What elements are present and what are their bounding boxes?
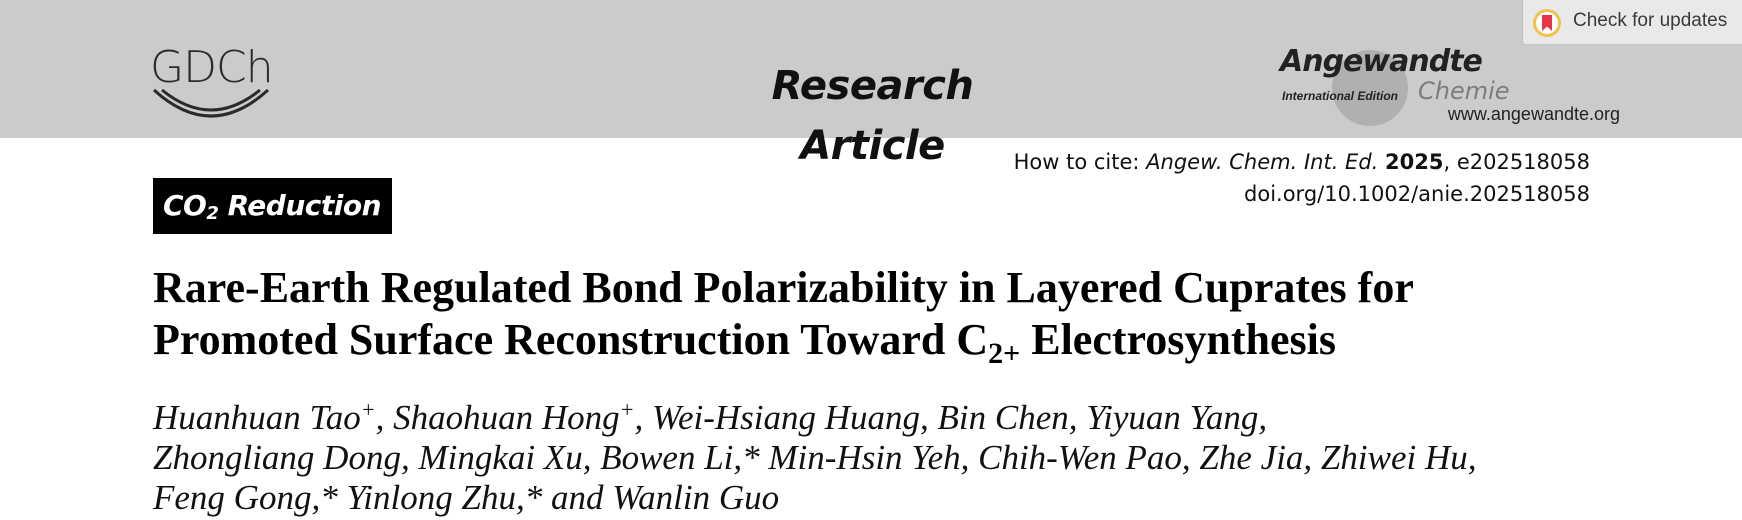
gdch-logo xyxy=(150,42,273,118)
title-line-1: Rare-Earth Regulated Bond Polarizability in Layered Cuprates for xyxy=(153,263,1414,312)
section-label-pre: CO xyxy=(163,189,207,222)
author-list xyxy=(153,398,1603,518)
author-1-mark: + xyxy=(360,397,376,422)
title-line-2-post: Electrosynthesis xyxy=(1020,315,1336,364)
author-2: Shaohuan Hong xyxy=(393,398,620,437)
article-title xyxy=(153,262,1603,370)
bookmark-ribbon-icon xyxy=(1531,7,1563,44)
author-1: Huanhuan Tao xyxy=(153,398,361,437)
section-label-sub: 2 xyxy=(206,203,219,224)
author-line-2: Zhongliang Dong, Mingkai Xu, Bowen Li,* Min-Hsin Yeh, Chih-Wen Pao, Zhe Jia, Zhiwei Hu, xyxy=(153,438,1477,477)
angewandte-logo-title: Angewandte xyxy=(1280,44,1482,79)
section-label-post: Reduction xyxy=(218,189,382,222)
gdch-arc-icon xyxy=(152,86,270,120)
cite-article-id: , e202518058 xyxy=(1443,150,1590,174)
cite-year: 2025 xyxy=(1385,150,1444,174)
angewandte-logo-edition: International Edition xyxy=(1282,89,1398,103)
title-line-2-sub: 2+ xyxy=(988,337,1021,370)
check-for-updates-label: Check for updates xyxy=(1573,10,1728,31)
doi-link[interactable]: doi.org/10.1002/anie.202518058 xyxy=(1244,182,1590,206)
cite-prefix: How to cite: xyxy=(1013,150,1147,174)
section-badge xyxy=(153,178,392,234)
author-line-3: Feng Gong,* Yinlong Zhu,* and Wanlin Guo xyxy=(153,478,780,517)
article-type-heading: Research Article xyxy=(771,63,974,169)
author-2-mark: + xyxy=(619,397,635,422)
citation-block xyxy=(900,146,1590,210)
how-to-cite-line xyxy=(900,146,1590,178)
angewandte-logo xyxy=(1280,44,1620,134)
journal-url: www.angewandte.org xyxy=(1447,104,1620,124)
cite-journal: Angew. Chem. Int. Ed. xyxy=(1146,150,1379,174)
check-for-updates-button[interactable] xyxy=(1522,0,1742,45)
title-line-2-pre: Promoted Surface Reconstruction Toward C xyxy=(153,315,989,364)
author-line-1-rest: , Wei-Hsiang Huang, Bin Chen, Yiyuan Yang, xyxy=(634,398,1268,437)
gdch-logo-text: GDCh xyxy=(150,42,273,93)
author-separator: , xyxy=(375,398,394,437)
angewandte-logo-subtitle: Chemie xyxy=(1418,77,1510,105)
